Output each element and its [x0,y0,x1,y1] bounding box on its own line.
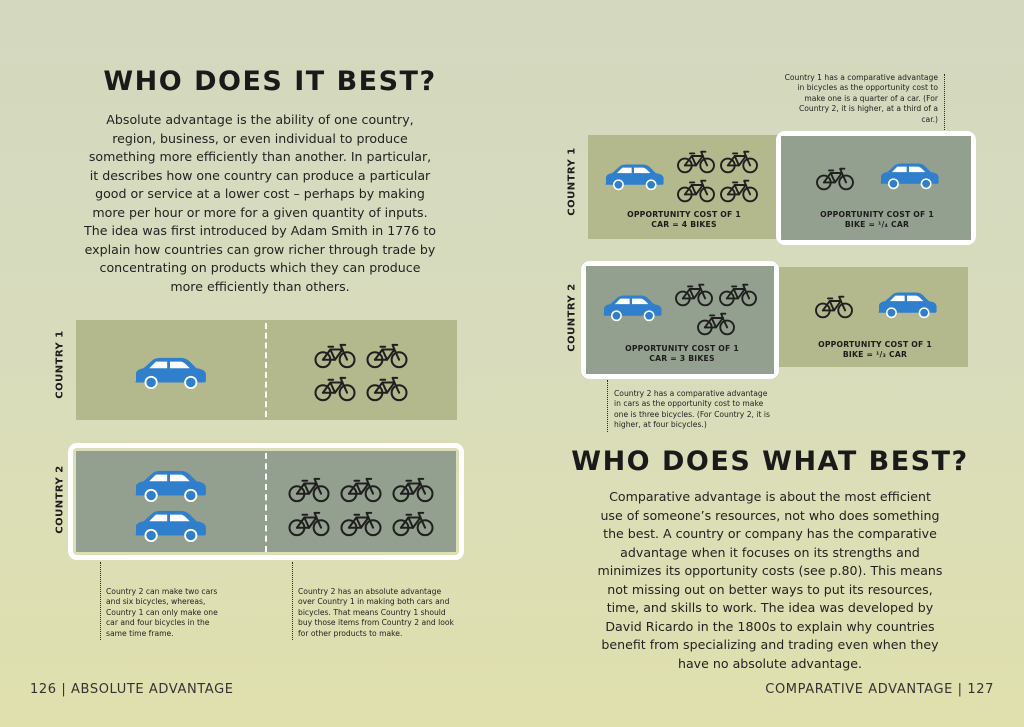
right-top-caption: Country 1 has a comparative advantage in bicycles as the opportunity cost to make one is a quarter of a car. (For Country 2, it is higher, at a third of a car.) [784,73,938,124]
caption-leader-line [944,74,945,132]
left-country1-panel [76,320,457,420]
bicycle-icon [391,477,435,503]
right-country2-left-panel [586,266,774,374]
car-icon [131,469,209,503]
car-icon [131,509,209,543]
opportunity-cost-label: OPPORTUNITY COST OF 1 CAR = 4 BIKES [627,210,741,229]
bicycle-icon [287,477,331,503]
right-country1-right-frame [776,131,976,245]
bicycle-icon [365,376,409,402]
right-paragraph: Comparative advantage is about the most efficient use of someone’s resources, not who does something the best. A country or company has the comparative advantage when it focuses on its strengths and minimizes its opportunity costs (see p.80). This means not missing out on better ways to put its resources, time, and skills to work. The idea was developed by David Ricardo in the 1800s to explain why countries benefit from specializing and trading even when they have no absolute advantage. [597,489,943,671]
divider [265,453,267,552]
caption-leader-line [607,380,608,432]
bicycle-icon [696,312,736,336]
car-icon [875,291,939,319]
left-title: WHO DOES IT BEST? [103,66,437,97]
left-caption-2: Country 2 has an absolute advantage over Country 1 in making both cars and bicycles. That means Country 1 should buy those items from Country 2 and look for other products to make. [298,587,454,638]
bicycle-icon [339,477,383,503]
opportunity-cost-label: OPPORTUNITY COST OF 1 CAR = 3 BIKES [625,344,739,363]
left-country2-frame [68,443,464,560]
left-country2-label: COUNTRY 2 [54,465,66,534]
left-paragraph: Absolute advantage is the ability of one country, region, business, or even individual to produce something more efficiently than another. In particular, it describes how one country can produce a particular good or service at a lower cost – perhaps by making more per hour or more for a given quantity of inputs. The idea was first introduced by Adam Smith in 1776 to explain how countries can grow richer through trade by concentrating on products which they can produce more efficiently than others. [84,112,436,294]
divider [265,323,267,417]
bicycle-icon [365,343,409,369]
car-icon [877,162,941,190]
right-country2-label: COUNTRY 2 [566,283,578,352]
bicycle-icon [313,343,357,369]
car-icon [602,163,666,191]
car-icon [600,294,664,322]
bicycle-icon [339,511,383,537]
bicycle-icon [719,179,759,203]
car-icon [131,356,209,390]
footer-left: 126 | ABSOLUTE ADVANTAGE [30,682,234,697]
bicycle-icon [719,150,759,174]
bicycle-icon [287,511,331,537]
bicycle-icon [391,511,435,537]
left-country1-label: COUNTRY 1 [54,330,66,399]
right-bottom-caption: Country 2 has a comparative advantage in cars as the opportunity cost to make one is three bicycles. (For Country 2, it is higher, at four bicycles.) [614,389,770,430]
right-country1-label: COUNTRY 1 [566,147,578,216]
bicycle-icon [718,283,758,307]
footer-right: COMPARATIVE ADVANTAGE | 127 [765,682,994,697]
caption-leader-line [100,562,101,640]
bicycle-icon [815,167,855,191]
right-country1-left-panel [588,135,779,239]
left-country2-panel [76,451,456,552]
bicycle-icon [676,150,716,174]
opportunity-cost-label: OPPORTUNITY COST OF 1 BIKE = ¹/₄ CAR [820,210,934,229]
bicycle-icon [674,283,714,307]
bicycle-icon [313,376,357,402]
right-country1-right-panel [781,136,971,240]
opportunity-cost-label: OPPORTUNITY COST OF 1 BIKE = ¹/₃ CAR [818,340,932,359]
caption-leader-line [292,562,293,640]
right-title: WHO DOES WHAT BEST? [571,446,969,477]
left-caption-1: Country 2 can make two cars and six bicycles, whereas, Country 1 can only make one car and four bicycles in the same time frame. [106,587,218,638]
bicycle-icon [676,179,716,203]
right-country2-right-panel [779,267,968,367]
bicycle-icon [814,295,854,319]
right-country2-left-frame [581,261,779,379]
